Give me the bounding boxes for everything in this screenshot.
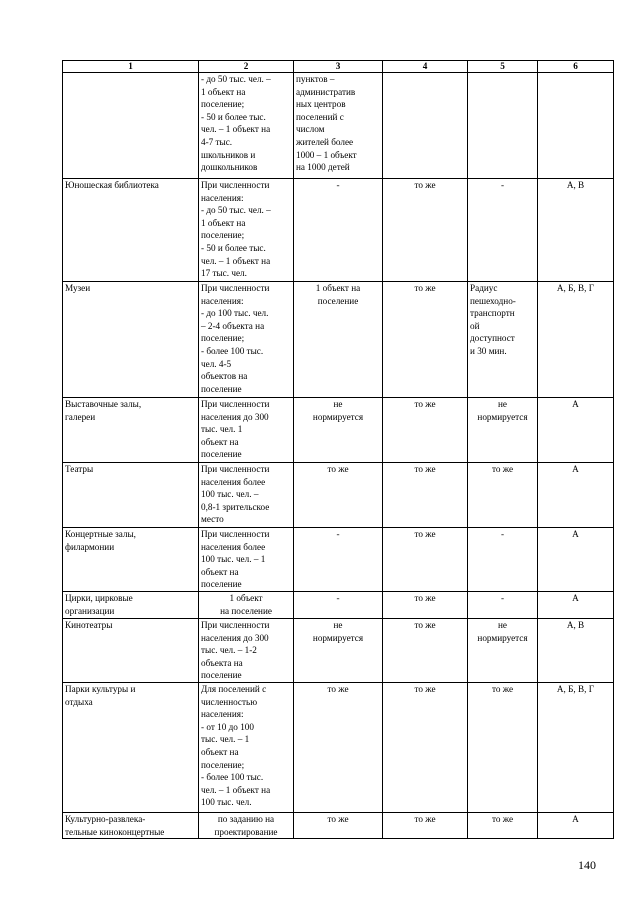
area-cell: то же [383, 179, 468, 282]
area-cell: то же [383, 683, 468, 813]
norm-cell: не нормируется [294, 619, 383, 683]
accessibility-cell [468, 73, 538, 179]
capacity-norm-cell: Для поселений с численностью населения: - от 10 до 100 тыс. чел. – 1 объект на поселение; - более 100 тыс. чел. – 1 объект на 100 тыс. чел. [199, 683, 294, 813]
category-cell: А [538, 813, 614, 839]
column-header: 2 [199, 61, 294, 73]
area-cell: то же [383, 282, 468, 398]
capacity-norm-cell: - до 50 тыс. чел. – 1 объект на поселение; - 50 и более тыс. чел. – 1 объект на 4-7 тыс. школьников и дошкольников [199, 73, 294, 179]
area-cell: то же [383, 813, 468, 839]
facility-name-cell: Юношеская библиотека [63, 179, 199, 282]
table-row [63, 619, 614, 683]
area-cell: то же [383, 398, 468, 463]
facility-name-cell [63, 73, 199, 179]
norm-cell: - [294, 179, 383, 282]
table-row [63, 528, 614, 592]
header-row [63, 61, 614, 73]
accessibility-cell: Радиус пешеходно- транспортн ой доступност и 30 мин. [468, 282, 538, 398]
table-row [63, 179, 614, 282]
norm-cell: то же [294, 813, 383, 839]
area-cell: то же [383, 592, 468, 619]
column-header: 6 [538, 61, 614, 73]
table-row [63, 73, 614, 179]
facility-name-cell: Парки культуры и отдыха [63, 683, 199, 813]
capacity-norm-cell: 1 объект на поселение [199, 592, 294, 619]
column-header: 5 [468, 61, 538, 73]
column-header: 1 [63, 61, 199, 73]
table-row [63, 813, 614, 839]
area-cell: то же [383, 463, 468, 528]
category-cell: А, В [538, 179, 614, 282]
table-row [63, 282, 614, 398]
accessibility-cell: - [468, 179, 538, 282]
accessibility-cell: не нормируется [468, 619, 538, 683]
facility-name-cell: Культурно-развлека- тельные киноконцертные [63, 813, 199, 839]
capacity-norm-cell: по заданию на проектирование [199, 813, 294, 839]
area-cell: то же [383, 619, 468, 683]
category-cell: А, Б, В, Г [538, 282, 614, 398]
norm-cell: 1 объект на поселение [294, 282, 383, 398]
norm-cell: не нормируется [294, 398, 383, 463]
category-cell: А [538, 398, 614, 463]
norm-cell: пунктов – административ ных центров поселений с числом жителей более 1000 – 1 объект на 1000 детей [294, 73, 383, 179]
facility-name-cell: Цирки, цирковые организации [63, 592, 199, 619]
capacity-norm-cell: При численности населения более 100 тыс. чел. – 1 объект на поселение [199, 528, 294, 592]
facility-name-cell: Выставочные залы, галереи [63, 398, 199, 463]
accessibility-cell: - [468, 592, 538, 619]
capacity-norm-cell: При численности населения до 300 тыс. чел. – 1-2 объекта на поселение [199, 619, 294, 683]
column-header: 4 [383, 61, 468, 73]
accessibility-cell: то же [468, 813, 538, 839]
facility-name-cell: Музеи [63, 282, 199, 398]
area-cell: то же [383, 528, 468, 592]
norm-cell: то же [294, 463, 383, 528]
capacity-norm-cell: При численности населения: - до 50 тыс. чел. – 1 объект на поселение; - 50 и более тыс. чел. – 1 объект на 17 тыс. чел. [199, 179, 294, 282]
column-header: 3 [294, 61, 383, 73]
table-row [63, 398, 614, 463]
norms-table [62, 60, 614, 839]
page-number: 140 [578, 858, 596, 872]
accessibility-cell: не нормируется [468, 398, 538, 463]
norm-cell: - [294, 528, 383, 592]
norm-cell: то же [294, 683, 383, 813]
capacity-norm-cell: При численности населения до 300 тыс. чел. 1 объект на поселение [199, 398, 294, 463]
facility-name-cell: Кинотеатры [63, 619, 199, 683]
accessibility-cell: - [468, 528, 538, 592]
capacity-norm-cell: При численности населения более 100 тыс. чел. – 0,8-1 зрительское место [199, 463, 294, 528]
facility-name-cell: Театры [63, 463, 199, 528]
facility-name-cell: Концертные залы, филармонии [63, 528, 199, 592]
category-cell: А [538, 528, 614, 592]
table-row [63, 683, 614, 813]
category-cell [538, 73, 614, 179]
category-cell: А, Б, В, Г [538, 683, 614, 813]
norm-cell: - [294, 592, 383, 619]
area-cell [383, 73, 468, 179]
category-cell: А [538, 592, 614, 619]
category-cell: А [538, 463, 614, 528]
accessibility-cell: то же [468, 683, 538, 813]
table-row [63, 592, 614, 619]
capacity-norm-cell: При численности населения: - до 100 тыс. чел. – 2-4 объекта на поселение; - более 100 тыс. чел. 4-5 объектов на поселение [199, 282, 294, 398]
category-cell: А, В [538, 619, 614, 683]
table-row [63, 463, 614, 528]
accessibility-cell: то же [468, 463, 538, 528]
